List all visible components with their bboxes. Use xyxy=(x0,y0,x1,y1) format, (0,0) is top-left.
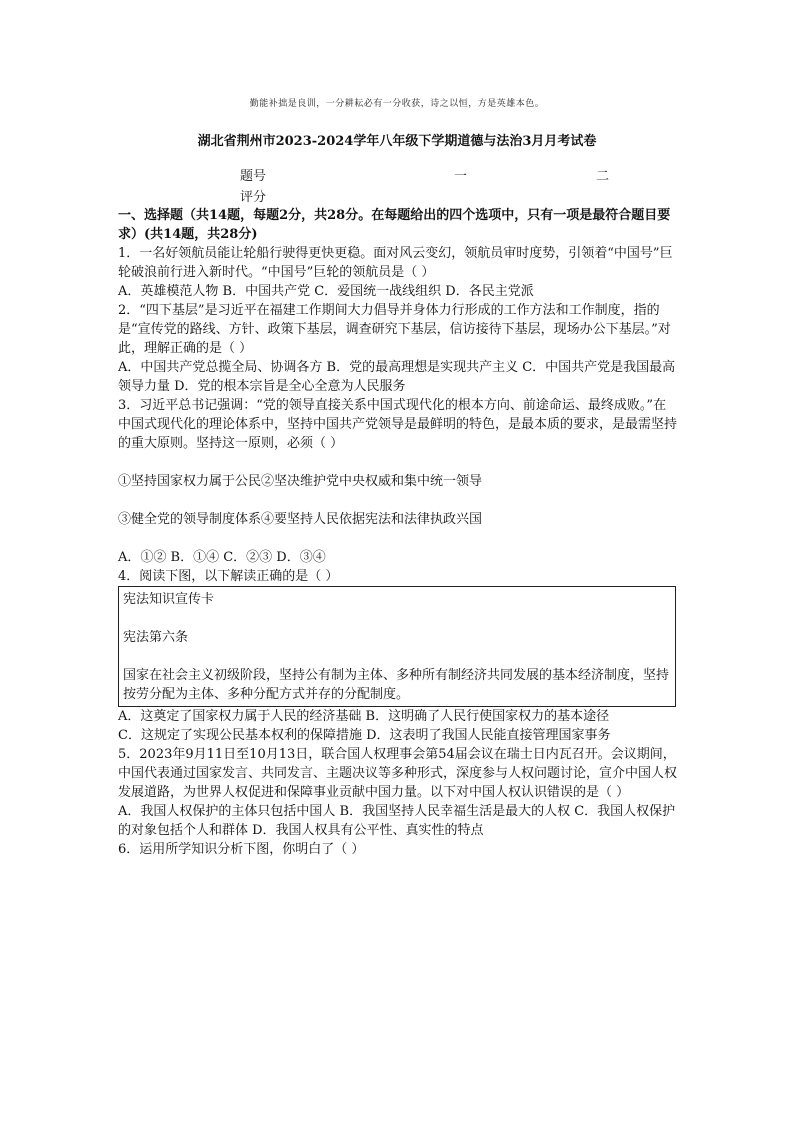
exam-content xyxy=(118,206,678,859)
question-4-options-ab: A．这奠定了国家权力属于人民的经济基础 B．这明确了人民行使国家权力的基本途径 xyxy=(118,709,610,724)
question-4-options-cd: C．这规定了实现公民基本权利的保障措施 D．这表明了我国人民能直接管理国家事务 xyxy=(118,728,611,743)
page-motto: 勤能补拙是良训，一分耕耘必有一分收获，诗之以恒，方是英雄本色。 xyxy=(249,99,545,109)
score-col-one: 一 xyxy=(454,169,468,184)
question-5-options: A．我国人权保护的主体只包括中国人 B．我国坚持人民幸福生活是最大的人权 C．我国人权保护的对象包括个人和群体 D．我国人权具有公平性、真实性的特点 xyxy=(118,804,676,838)
exam-title: 湖北省荆州市2023-2024学年八年级下学期道德与法治3月月考试卷 xyxy=(197,134,597,149)
question-1-options: A．英雄模范人物 B．中国共产党 C．爱国统一战线组织 D．各民主党派 xyxy=(118,284,534,299)
question-6-stem: 6．运用所学知识分析下图，你明白了（ ） xyxy=(118,842,365,857)
score-row-score xyxy=(240,186,640,207)
score-col-two: 二 xyxy=(596,169,610,184)
score-label-question: 题号 xyxy=(240,169,267,184)
score-row-question-number xyxy=(240,165,640,186)
question-2-stem: 2．“四下基层”是习近平在福建工作期间大力倡导并身体力行形成的工作方法和工作制度，指的是“宣传党的路线、方针、政策下基层，调查研究下基层，信访接待下基层，现场办公下基层。”对此，理解正确的是（ ） xyxy=(118,303,671,356)
question-2-options: A．中国共产党总揽全局、协调各方 B．党的最高理想是实现共产主义 C．中国共产党是我国最高领导力量 D．党的根本宗旨是全心全意为人民服务 xyxy=(118,360,676,394)
card-text: 国家在社会主义初级阶段，坚持公有制为主体、多种所有制经济共同发展的基本经济制度，坚持按劳分配为主体、多种分配方式并存的分配制度。 xyxy=(123,668,670,702)
score-table xyxy=(240,165,640,207)
card-article: 宪法第六条 xyxy=(123,630,189,645)
constitution-card xyxy=(118,586,676,707)
question-3-options: A．①② B．①④ C．②③ D．③④ xyxy=(118,550,326,565)
question-1-stem: 1．一名好领航员能让轮船行驶得更快更稳。面对风云变幻，领航员审时度势，引领着“中国号”巨轮破浪前行进入新时代。“中国号”巨轮的领航员是（ ） xyxy=(118,246,673,280)
score-label-score: 评分 xyxy=(240,190,267,205)
question-3-item-2: ③健全党的领导制度体系④要坚持人民依据宪法和法律执政兴国 xyxy=(118,512,483,527)
card-title: 宪法知识宣传卡 xyxy=(123,592,215,607)
section-heading: 一、选择题（共14题，每题2分，共28分。在每题给出的四个选项中，只有一项是最符合题目要求）(共14题，共28分) xyxy=(118,208,671,242)
question-3-item-1: ①坚持国家权力属于公民②坚决维护党中央权威和集中统一领导 xyxy=(118,474,483,489)
question-3-stem: 3．习近平总书记强调：“党的领导直接关系中国式现代化的根本方向、前途命运、最终成败。”在中国式现代化的理论体系中，坚持中国共产党领导是最鲜明的特色，是最本质的要求，是最需坚持的重大原则。坚持这一原则，必须（ ） xyxy=(118,398,678,451)
question-4-stem: 4．阅读下图，以下解读正确的是（ ） xyxy=(118,569,339,584)
question-5-stem: 5．2023年9月11日至10月13日，联合国人权理事会第54届会议在瑞士日内瓦召开。会议期间，中国代表通过国家发言、共同发言、主题决议等多种形式，深度参与人权问题讨论，宣介中国人权发展道路，为世界人权促进和保障事业贡献中国力量。以下对中国人权认识错误的是（ ） xyxy=(118,747,678,800)
